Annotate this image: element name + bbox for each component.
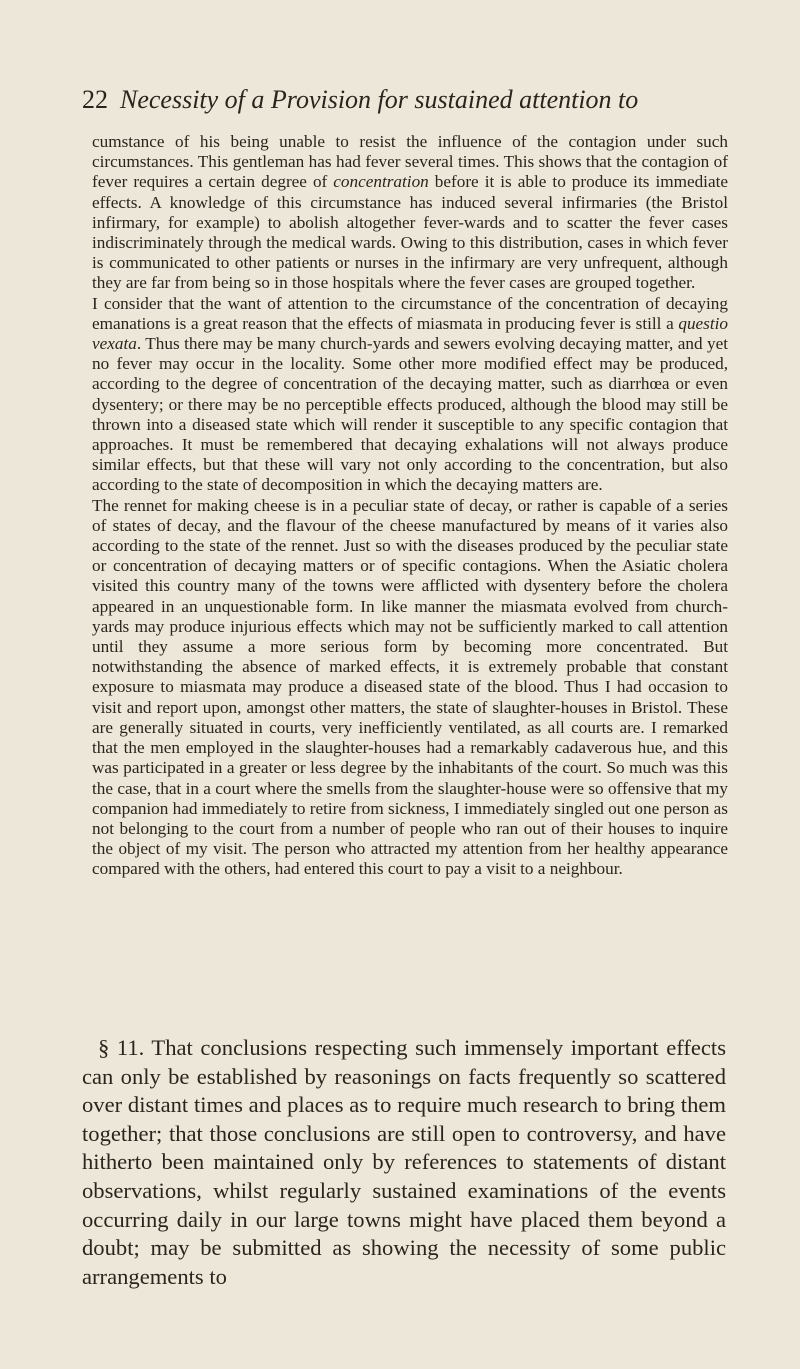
body-text [92,132,728,880]
page-header [82,80,722,120]
paragraph-decaying-emanations [92,294,728,496]
running-title: Necessity of a Provision for sustained attention to [120,85,639,114]
italic-term-questio-vexata: questio vexata [92,313,728,354]
paragraph-rennet-slaughter-houses [92,496,728,880]
paragraph-text: cumstance of his being unable to resist the influence of the contagion under such circumstances. This gentleman has had fever several times. This shows that the contagion of fever requires a certain degree of [92,132,728,192]
paragraph-text: The rennet for making cheese is in a peculiar state of decay, or rather is capable of a series of states of decay, and the flavour of the cheese manufactured by means of it varies also according to the state of the rennet. Just so with the diseases produced by the peculiar state or concentration of decaying matters or of specific contagions. When the Asiatic cholera visited this country many of the towns were afflicted with dysentery before the cholera appeared in an unquestionable form. In like manner the miasmata evolved from church-yards may produce injurious effects which may not be sufficiently marked to call attention until they assume a more serious form by becoming more concentrated. But notwithstanding the absence of marked effects, it is extremely probable that constant exposure to miasmata may produce a diseased state of the blood. Thus I had occasion to visit and report upon, amongst other matters, the state of slaughter-houses in Bristol. These are generally situated in courts, very inefficiently ventilated, as all courts are. I remarked that the men employed in the slaughter-houses had a remarkably cadaverous hue, and this was participated in a greater or less degree by the inhabitants of the court. So much was this the case, that in a court where the smells from the slaughter-house were so offensive that my companion had immediately to retire from sickness, I immediately singled out one person as not belonging to the court from a number of people who ran out of their houses to inquire the object of my visit. The person who attracted my attention from her healthy appearance compared with the others, had entered this court to pay a visit to a neighbour. [92,495,728,879]
paragraph-text: before it is able to produce its immediate effects. A knowledge of this circumstance has induced several infirmaries (the Bristol infirmary, for example) to abolish altogether fever-wards and to scatter the fever cases indiscriminately through the medical wards. Owing to this distribution, cases in which fever is communicated to other patients or nurses in the infirmary are very unfrequent, although they are far from being so in those hospitals where the fever cases are grouped together. [92,172,728,293]
italic-term-concentration: concentration [333,172,429,192]
page-number: 22 [82,85,108,114]
section-11-paragraph: § 11. That conclusions respecting such immensely important effects can only be established by reasonings on facts frequently so scattered over distant times and places as to require much research to bring them together; that those conclusions are still open to controversy, and have hitherto been maintained only by references to statements of distant observations, whilst regularly sustained examinations of the events occurring daily in our large towns might have placed them beyond a doubt; may be submitted as showing the necessity of some public arrangements to [82,1035,726,1289]
paragraph-text: . Thus there may be many church-yards and sewers evolving decaying matter, and yet no fever may occur in the locality. Some other more modified effect may be produced, according to the degree of concentration of the decaying matter, such as diarrhœa or even dysentery; or there may be no perceptible effects produced, although the blood may still be thrown into a diseased state which will render it susceptible to any specific contagion that approaches. It must be remembered that decaying exhalations will not always produce similar effects, but that these will vary not only according to the concentration, but also according to the state of decomposition in which the decaying matters are. [92,334,728,495]
section-11 [82,1034,726,1291]
paragraph-contagion-concentration [92,132,728,294]
paragraph-text: I consider that the want of attention to the circumstance of the concentration of decaying emanations is a great reason that the effects of miasmata in producing fever is still a [92,293,728,333]
